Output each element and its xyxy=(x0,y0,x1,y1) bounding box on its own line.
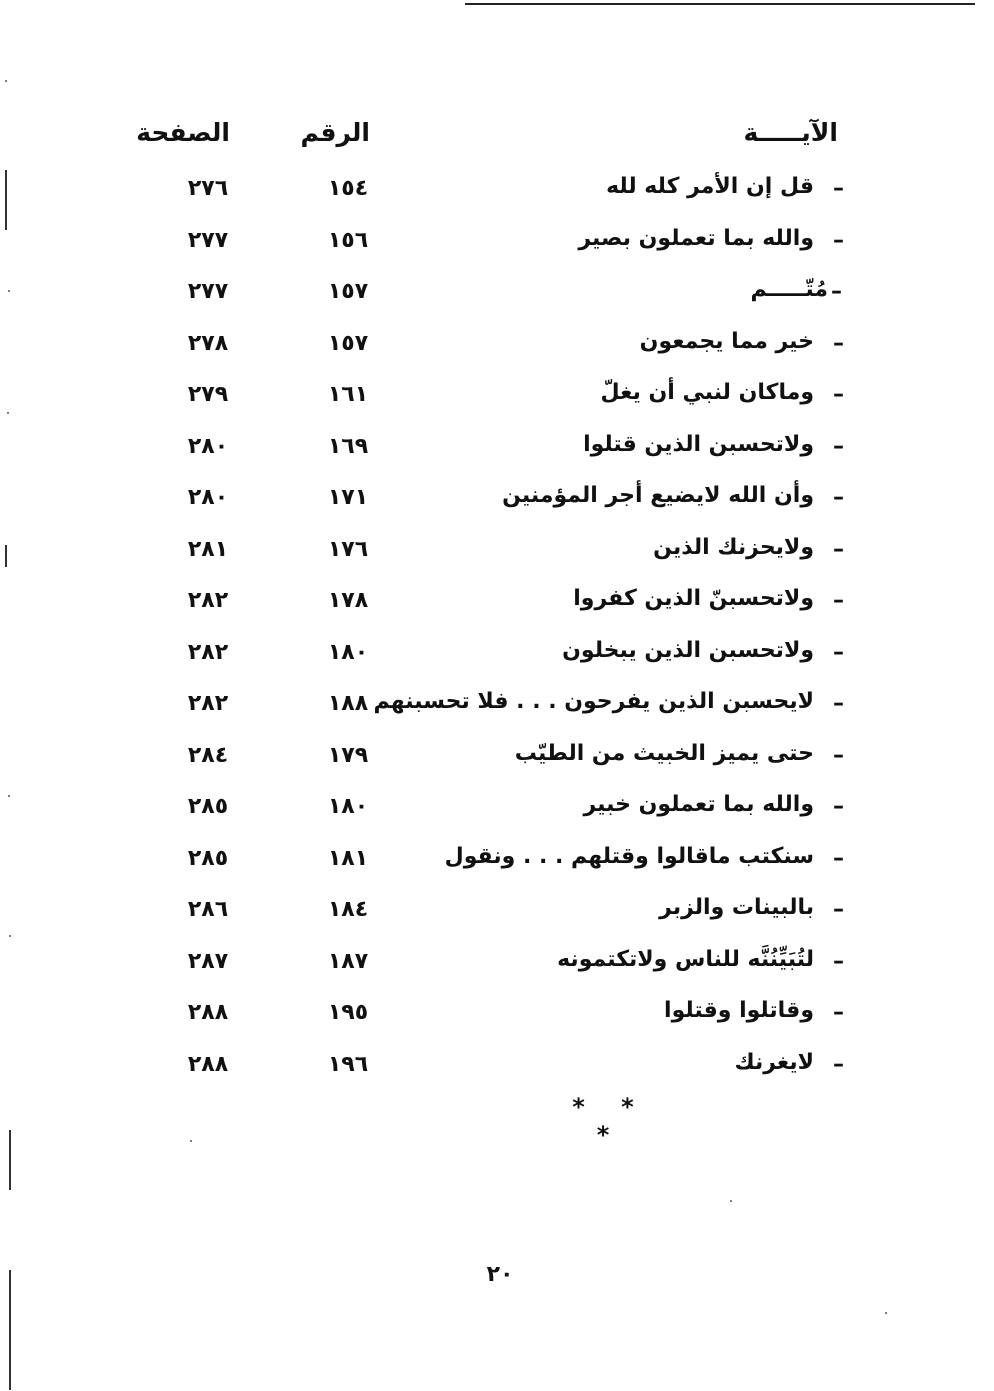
verse-number: ١٧٨ xyxy=(327,588,369,613)
table-row xyxy=(0,582,994,634)
row-dash: – xyxy=(833,536,844,562)
page-ref: ٢٨٢ xyxy=(187,588,229,613)
page-number: ٢٠ xyxy=(486,1262,514,1287)
table-row xyxy=(0,943,994,995)
page-ref: ٢٧٨ xyxy=(187,330,229,356)
verse-number: ١٨٤ xyxy=(327,897,369,922)
row-dash: – xyxy=(833,1051,844,1077)
table-row xyxy=(0,634,994,686)
page-ref: ٢٨٨ xyxy=(187,1000,229,1025)
scan-mark xyxy=(9,1270,11,1390)
row-dash: – xyxy=(833,948,844,974)
verse-text: ولاتحسبنّ الذين كفروا xyxy=(573,586,814,611)
page-ref: ٢٧٧ xyxy=(187,227,229,253)
row-dash: – xyxy=(833,897,844,922)
verse-text: لايحسبن الذين يفرحون . . . فلا تحسبنهم xyxy=(373,689,814,714)
verse-number: ١٥٤ xyxy=(327,176,369,201)
verse-text: والله بما تعملون بصير xyxy=(578,225,814,251)
top-rule xyxy=(465,3,975,5)
row-dash: – xyxy=(833,433,844,459)
page-ref: ٢٨٥ xyxy=(187,794,229,819)
row-dash: – xyxy=(833,1000,844,1025)
row-dash: – xyxy=(831,279,842,304)
row-dash: – xyxy=(833,691,844,716)
table-row xyxy=(0,273,994,325)
verse-text: لتُبَيِّنُنَّه للناس ولاتكتمونه xyxy=(557,946,814,972)
row-dash: – xyxy=(833,845,844,871)
verse-text: والله بما تعملون خبير xyxy=(583,792,814,817)
verse-text: ولاتحسبن الذين يبخلون xyxy=(562,637,814,663)
header-verse: الآيـــــة xyxy=(743,118,838,147)
table-row xyxy=(0,685,994,737)
page-ref: ٢٨٤ xyxy=(187,742,229,768)
verse-text: وأن الله لايضيع أجر المؤمنين xyxy=(502,483,814,508)
row-dash: – xyxy=(833,485,844,510)
verse-text: قل إن الأمر كله لله xyxy=(606,174,814,199)
row-dash: – xyxy=(833,227,844,253)
verse-text: سنكتب ماقالوا وقتلهم . . . ونقول xyxy=(444,843,814,869)
table-row xyxy=(0,479,994,531)
header-number: الرقم xyxy=(300,118,370,147)
verse-number: ١٥٧ xyxy=(327,330,369,356)
page-ref: ٢٧٧ xyxy=(187,279,229,304)
verse-number: ١٧٩ xyxy=(327,742,369,768)
table-row xyxy=(0,840,994,892)
verse-text: ولايحزنك الذين xyxy=(653,534,814,560)
table-row xyxy=(0,994,994,1046)
verse-text: ولاتحسبن الذين قتلوا xyxy=(583,431,814,457)
table-row xyxy=(0,737,994,789)
scan-dot xyxy=(190,1140,192,1142)
row-dash: – xyxy=(833,330,844,356)
page-ref: ٢٧٦ xyxy=(187,176,229,201)
verse-text: بالبينات والزبر xyxy=(659,895,814,920)
page-ref: ٢٨٥ xyxy=(187,845,229,871)
verse-text: خير مما يجمعون xyxy=(639,328,814,354)
table-row xyxy=(0,325,994,377)
table-header xyxy=(0,118,994,162)
scan-dot xyxy=(730,1200,732,1202)
page-ref: ٢٨٦ xyxy=(187,897,229,922)
page-ref: ٢٨١ xyxy=(187,536,229,562)
verse-number: ١٧١ xyxy=(327,485,369,510)
verse-number: ١٨٠ xyxy=(327,639,369,665)
page-ref: ٢٨٨ xyxy=(187,1051,229,1077)
page-ref: ٢٨٠ xyxy=(187,485,229,510)
row-dash: – xyxy=(833,794,844,819)
verse-number: ١٦١ xyxy=(327,382,369,407)
page-ref: ٢٨٧ xyxy=(187,948,229,974)
verse-number: ١٨٠ xyxy=(327,794,369,819)
scan-mark xyxy=(9,1130,11,1190)
table-row xyxy=(0,170,994,222)
scan-dot xyxy=(5,80,7,82)
page-ref: ٢٨٢ xyxy=(187,639,229,665)
verse-number: ١٩٥ xyxy=(327,1000,369,1025)
verse-number: ١٨١ xyxy=(327,845,369,871)
section-ornament: * * * xyxy=(572,1093,648,1149)
verse-text: لايغرنك xyxy=(734,1049,814,1075)
table-row xyxy=(0,891,994,943)
table-row xyxy=(0,428,994,480)
table-row xyxy=(0,1046,994,1098)
table-row xyxy=(0,376,994,428)
table-row xyxy=(0,222,994,274)
page-ref: ٢٧٩ xyxy=(187,382,229,407)
row-dash: – xyxy=(833,176,844,201)
verse-text: حتى يميز الخبيث من الطيّب xyxy=(514,740,814,766)
row-dash: – xyxy=(833,382,844,407)
index-table xyxy=(0,170,994,1097)
verse-number: ١٩٦ xyxy=(327,1051,369,1077)
page-ref: ٢٨٢ xyxy=(187,691,229,716)
verse-text: وماكان لنبي أن يغلّ xyxy=(600,380,814,405)
verse-number: ١٨٧ xyxy=(327,948,369,974)
verse-number: ١٧٦ xyxy=(327,536,369,562)
verse-number: ١٥٧ xyxy=(327,279,369,304)
page-ref: ٢٨٠ xyxy=(187,433,229,459)
verse-number: ١٥٦ xyxy=(327,227,369,253)
scan-dot xyxy=(885,1312,887,1314)
row-dash: – xyxy=(833,639,844,665)
table-row xyxy=(0,531,994,583)
row-dash: – xyxy=(833,588,844,613)
verse-text: وقاتلوا وقتلوا xyxy=(664,998,814,1023)
table-row xyxy=(0,788,994,840)
verse-text: مُتّـــــم xyxy=(750,277,828,302)
verse-number: ١٦٩ xyxy=(327,433,369,459)
verse-number: ١٨٨ xyxy=(327,691,369,716)
row-dash: – xyxy=(833,742,844,768)
header-page: الصفحة xyxy=(136,118,230,147)
